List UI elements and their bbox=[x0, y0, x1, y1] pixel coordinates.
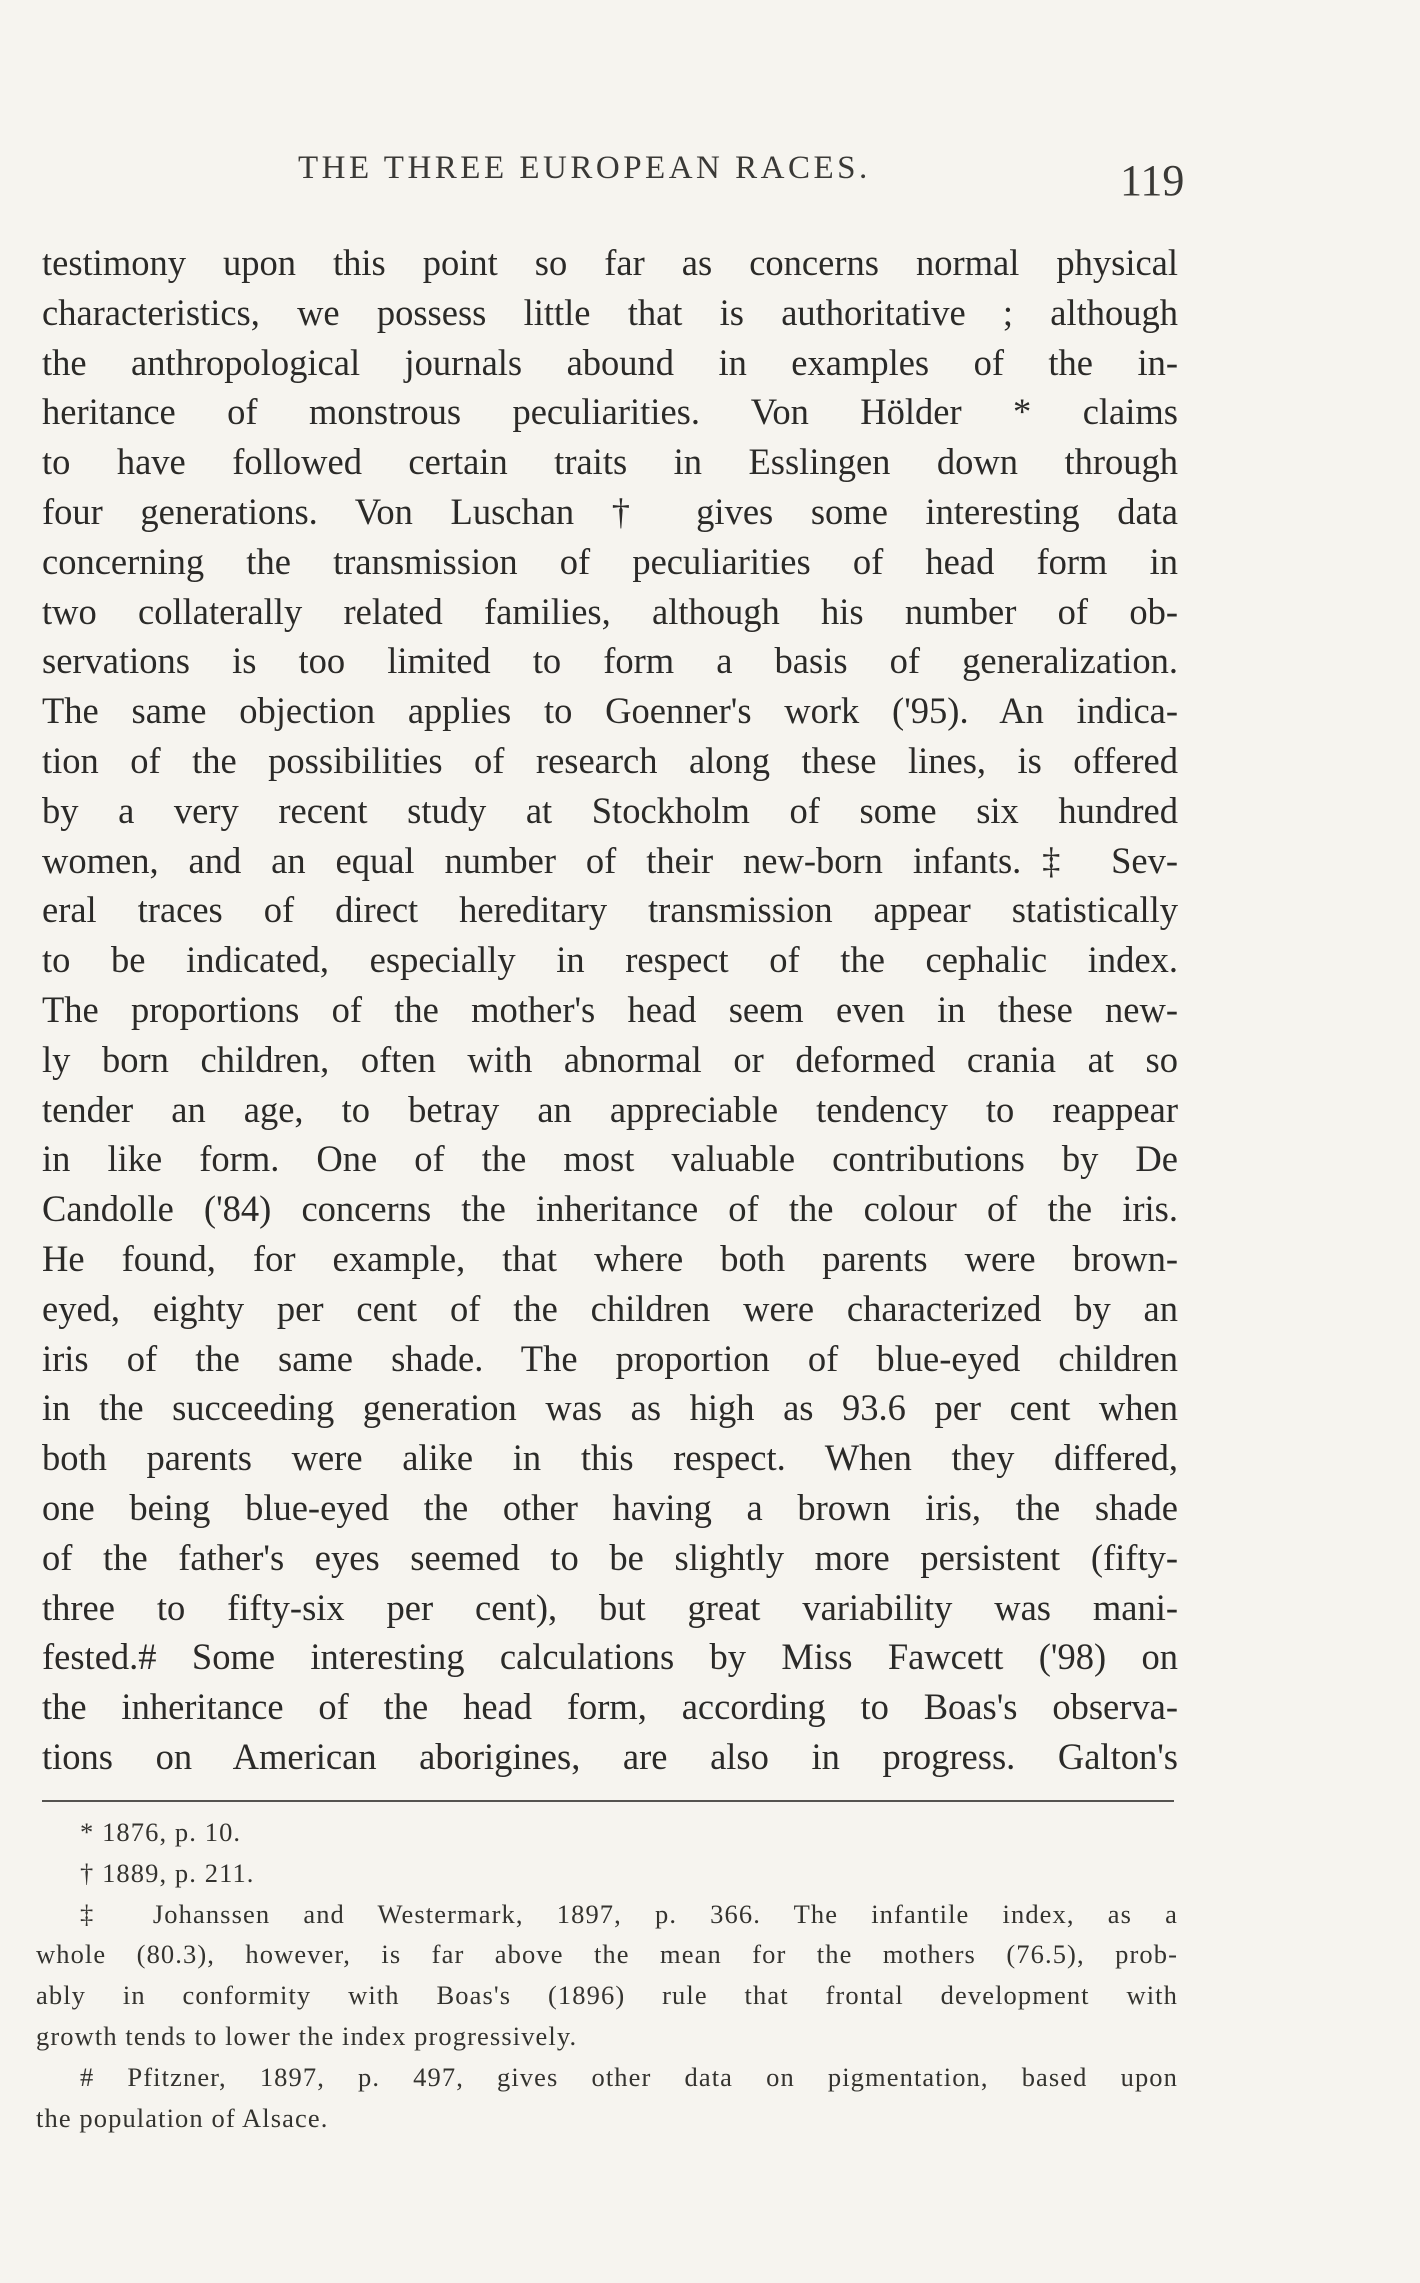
text-line: The same objection applies to Goenner's work ('95). An indica- bbox=[42, 690, 1178, 732]
text-line: two collaterally related families, although his number of ob- bbox=[42, 590, 1178, 632]
footnote-line: the population of Alsace. bbox=[36, 2102, 329, 2133]
footnote-line: ably in conformity with Boas's (1896) rule that frontal development with bbox=[36, 1980, 1178, 2011]
footnotes bbox=[36, 1812, 1178, 2138]
text-line: to be indicated, especially in respect of the cephalic index. bbox=[42, 939, 1178, 981]
text-line: tions on American aborigines, are also in progress. Galton's bbox=[42, 1735, 1178, 1777]
text-line: the anthropological journals abound in examples of the in- bbox=[42, 341, 1178, 383]
text-line: by a very recent study at Stockholm of some six hundred bbox=[42, 789, 1178, 831]
text-line: both parents were alike in this respect. When they differed, bbox=[42, 1437, 1178, 1479]
page-number: 119 bbox=[1120, 156, 1185, 205]
text-line: iris of the same shade. The proportion of blue-eyed children bbox=[42, 1337, 1178, 1379]
text-line: in the succeeding generation was as high as 93.6 per cent when bbox=[42, 1387, 1178, 1429]
footnote-line: * 1876, p. 10. bbox=[80, 1817, 242, 1847]
text-line: servations is too limited to form a basis of generalization. bbox=[42, 640, 1178, 682]
text-line: He found, for example, that where both parents were brown- bbox=[42, 1237, 1178, 1279]
text-line: The proportions of the mother's head seem even in these new- bbox=[42, 988, 1178, 1030]
text-line: women, and an equal number of their new-born infants.‡ Sev- bbox=[42, 839, 1178, 881]
text-line: Candolle ('84) concerns the inheritance of the colour of the iris. bbox=[42, 1188, 1178, 1230]
text-line: concerning the transmission of peculiarities of head form in bbox=[42, 540, 1178, 582]
footnote-line: † 1889, p. 211. bbox=[80, 1857, 255, 1888]
text-line: heritance of monstrous peculiarities. Von Hölder * claims bbox=[42, 391, 1178, 433]
text-line: in like form. One of the most valuable contributions by De bbox=[42, 1138, 1178, 1180]
footnote-line: # Pfitzner, 1897, p. 497, gives other data on pigmentation, based upon bbox=[80, 2061, 1178, 2092]
text-line: fested.# Some interesting calculations by Miss Fawcett ('98) on bbox=[42, 1636, 1178, 1678]
text-line: eral traces of direct hereditary transmission appear statistically bbox=[42, 889, 1178, 931]
text-line: characteristics, we possess little that is authoritative ; although bbox=[42, 291, 1178, 333]
body-text bbox=[42, 238, 1178, 1782]
footnote-line: ‡ Johanssen and Westermark, 1897, p. 366. The infantile index, as a bbox=[80, 1898, 1178, 1929]
text-line: one being blue-eyed the other having a brown iris, the shade bbox=[42, 1486, 1178, 1528]
text-line: ly born children, often with abnormal or deformed crania at so bbox=[42, 1038, 1178, 1080]
text-line: testimony upon this point so far as concerns normal physical bbox=[42, 242, 1178, 283]
running-title: THE THREE EUROPEAN RACES. bbox=[298, 150, 871, 186]
text-line: to have followed certain traits in Esslingen down through bbox=[42, 441, 1178, 483]
text-line: tender an age, to betray an appreciable tendency to reappear bbox=[42, 1088, 1178, 1130]
text-line: three to fifty-six per cent), but great variability was mani- bbox=[42, 1586, 1178, 1628]
footnote-line: whole (80.3), however, is far above the mean for the mothers (76.5), prob- bbox=[36, 1939, 1178, 1970]
text-line: of the father's eyes seemed to be slightly more persistent (fifty- bbox=[42, 1536, 1178, 1578]
footnote-line: growth tends to lower the index progressively. bbox=[36, 2020, 578, 2051]
text-line: eyed, eighty per cent of the children were characterized by an bbox=[42, 1287, 1178, 1329]
text-line: the inheritance of the head form, according to Boas's observa- bbox=[42, 1686, 1178, 1728]
text-line: four generations. Von Luschan † gives some interesting data bbox=[42, 490, 1178, 532]
text-line: tion of the possibilities of research along these lines, is offered bbox=[42, 739, 1178, 781]
footnote-divider bbox=[42, 1800, 1174, 1802]
